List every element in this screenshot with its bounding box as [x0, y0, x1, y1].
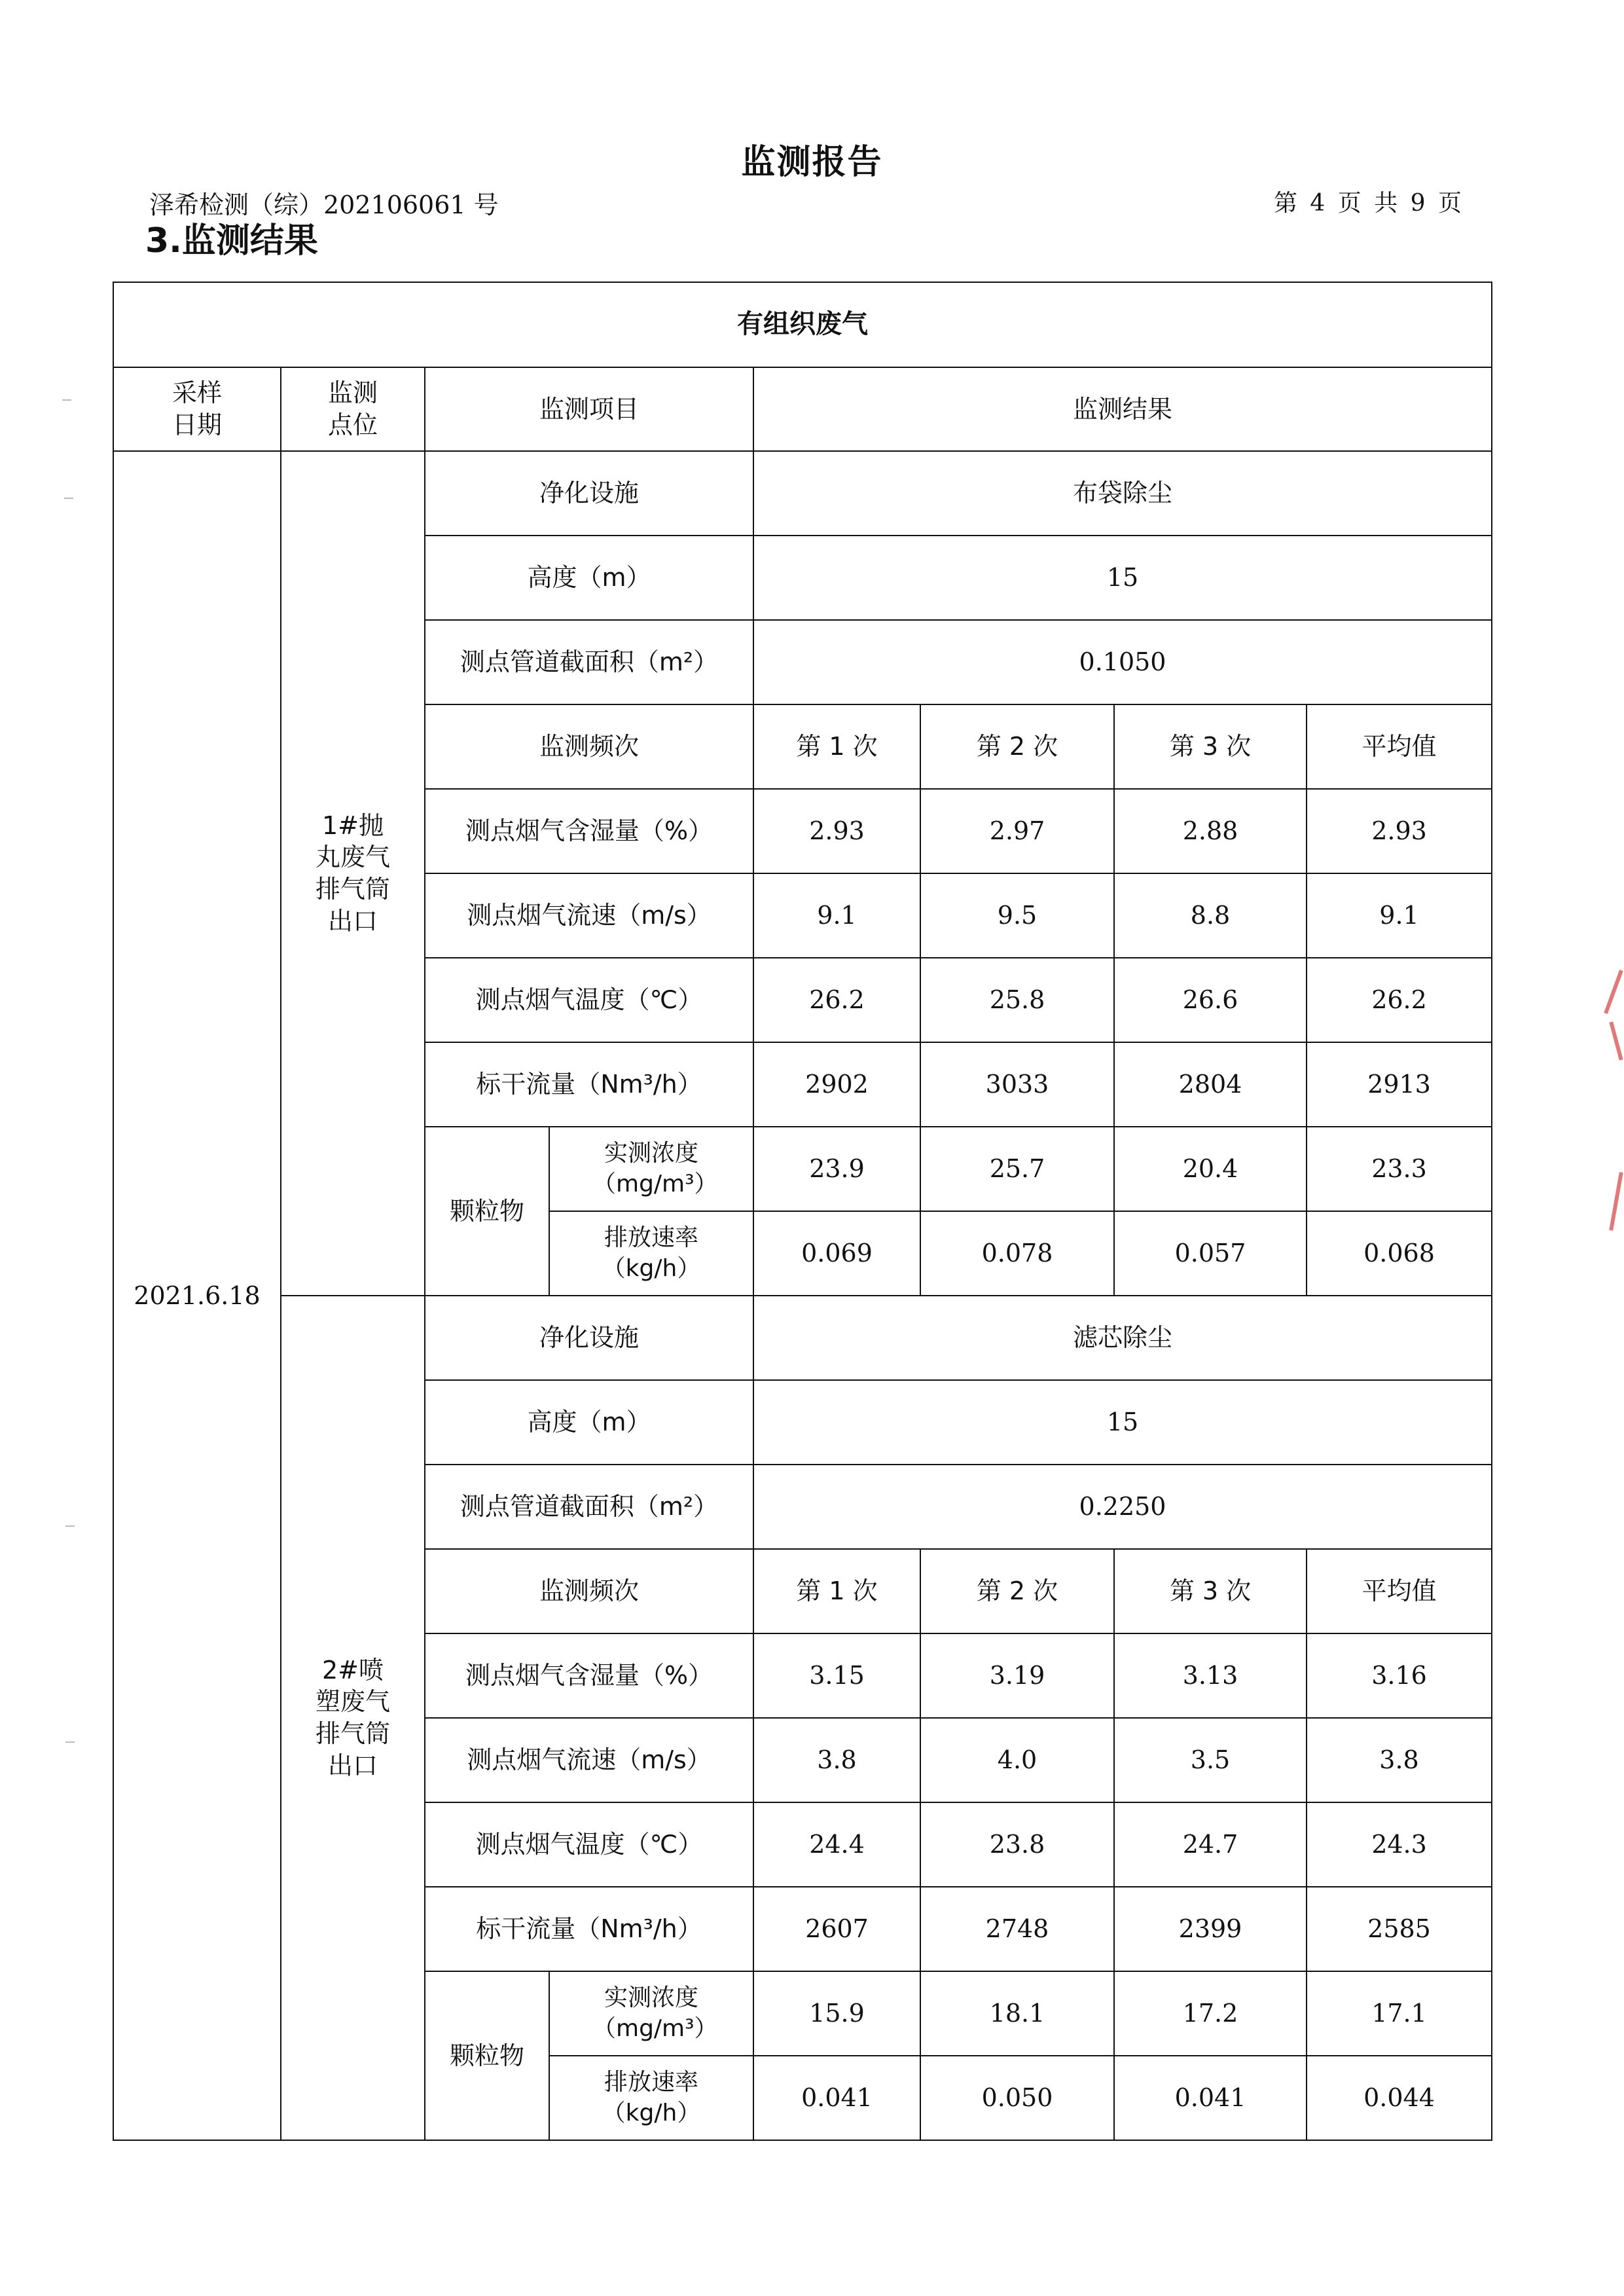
freq-header: 第 3 次 — [1114, 704, 1307, 789]
data-cell: 2607 — [753, 1887, 920, 1971]
data-cell: 3.5 — [1114, 1718, 1307, 1802]
data-cell: 3.8 — [1307, 1718, 1492, 1802]
value-height: 15 — [753, 1380, 1492, 1465]
data-cell: 2.97 — [920, 789, 1114, 873]
data-cell: 23.9 — [753, 1127, 920, 1211]
label-temp: 测点烟气温度（℃） — [425, 958, 753, 1042]
label-velocity: 测点烟气流速（m/s） — [425, 873, 753, 958]
monitoring-table — [113, 282, 1492, 2141]
label-conc: 实测浓度（mg/m³） — [549, 1127, 753, 1211]
header-date: 采样日期 — [113, 367, 281, 451]
freq-header: 平均值 — [1307, 1549, 1492, 1633]
document-title: 监测报告 — [741, 143, 883, 182]
data-cell: 0.044 — [1307, 2056, 1492, 2140]
header-location: 监测点位 — [281, 367, 425, 451]
label-rate: 排放速率（kg/h） — [549, 2056, 753, 2140]
label-area: 测点管道截面积（m²） — [425, 620, 753, 704]
data-cell: 0.068 — [1307, 1211, 1492, 1296]
label-particulate: 颗粒物 — [425, 1971, 549, 2140]
data-cell: 2.93 — [753, 789, 920, 873]
table-band-title: 有组织废气 — [113, 282, 1492, 367]
label-temp: 测点烟气温度（℃） — [425, 1802, 753, 1887]
label-area: 测点管道截面积（m²） — [425, 1465, 753, 1549]
data-cell: 0.057 — [1114, 1211, 1307, 1296]
label-facility: 净化设施 — [425, 1296, 753, 1380]
data-cell: 2.93 — [1307, 789, 1492, 873]
label-flow: 标干流量（Nm³/h） — [425, 1887, 753, 1971]
sampling-date: 2021.6.18 — [113, 451, 281, 2140]
data-cell: 15.9 — [753, 1971, 920, 2056]
data-cell: 20.4 — [1114, 1127, 1307, 1211]
data-cell: 17.2 — [1114, 1971, 1307, 2056]
label-particulate: 颗粒物 — [425, 1127, 549, 1296]
data-cell: 26.2 — [1307, 958, 1492, 1042]
data-cell: 3.15 — [753, 1633, 920, 1718]
data-cell: 3.13 — [1114, 1633, 1307, 1718]
data-cell: 17.1 — [1307, 1971, 1492, 2056]
label-freq: 监测频次 — [425, 1549, 753, 1633]
point-name: 2#喷塑废气排气筒出口 — [281, 1296, 425, 2140]
data-cell: 2399 — [1114, 1887, 1307, 1971]
data-cell: 26.6 — [1114, 958, 1307, 1042]
value-area: 0.2250 — [753, 1465, 1492, 1549]
label-humidity: 测点烟气含湿量（%） — [425, 789, 753, 873]
label-height: 高度（m） — [425, 1380, 753, 1465]
label-facility: 净化设施 — [425, 451, 753, 536]
data-cell: 3.19 — [920, 1633, 1114, 1718]
freq-header: 第 1 次 — [753, 1549, 920, 1633]
data-cell: 3.16 — [1307, 1633, 1492, 1718]
page-info: 第 4 页 共 9 页 — [1273, 190, 1464, 217]
data-cell: 2748 — [920, 1887, 1114, 1971]
scan-mark — [62, 399, 71, 401]
label-rate: 排放速率（kg/h） — [549, 1211, 753, 1296]
data-cell: 2585 — [1307, 1887, 1492, 1971]
data-cell: 0.069 — [753, 1211, 920, 1296]
data-cell: 0.078 — [920, 1211, 1114, 1296]
data-cell: 0.050 — [920, 2056, 1114, 2140]
data-cell: 2913 — [1307, 1042, 1492, 1127]
data-cell: 23.8 — [920, 1802, 1114, 1887]
label-height: 高度（m） — [425, 536, 753, 620]
data-cell: 24.3 — [1307, 1802, 1492, 1887]
data-cell: 3033 — [920, 1042, 1114, 1127]
freq-header: 平均值 — [1307, 704, 1492, 789]
data-cell: 9.1 — [753, 873, 920, 958]
value-height: 15 — [753, 536, 1492, 620]
data-cell: 3.8 — [753, 1718, 920, 1802]
data-cell: 18.1 — [920, 1971, 1114, 2056]
red-stamp-edge — [1609, 1021, 1623, 1061]
data-cell: 4.0 — [920, 1718, 1114, 1802]
red-stamp-edge — [1609, 1172, 1623, 1231]
label-freq: 监测频次 — [425, 704, 753, 789]
value-facility: 布袋除尘 — [753, 451, 1492, 536]
data-cell: 2.88 — [1114, 789, 1307, 873]
value-facility: 滤芯除尘 — [753, 1296, 1492, 1380]
section-heading: 3.监测结果 — [145, 221, 318, 261]
data-cell: 2804 — [1114, 1042, 1307, 1127]
data-cell: 25.7 — [920, 1127, 1114, 1211]
data-cell: 2902 — [753, 1042, 920, 1127]
label-velocity: 测点烟气流速（m/s） — [425, 1718, 753, 1802]
data-cell: 25.8 — [920, 958, 1114, 1042]
freq-header: 第 2 次 — [920, 704, 1114, 789]
freq-header: 第 1 次 — [753, 704, 920, 789]
scan-mark — [65, 1741, 75, 1743]
freq-header: 第 2 次 — [920, 1549, 1114, 1633]
freq-header: 第 3 次 — [1114, 1549, 1307, 1633]
label-humidity: 测点烟气含湿量（%） — [425, 1633, 753, 1718]
label-conc: 实测浓度（mg/m³） — [549, 1971, 753, 2056]
data-cell: 0.041 — [753, 2056, 920, 2140]
data-cell: 9.1 — [1307, 873, 1492, 958]
value-area: 0.1050 — [753, 620, 1492, 704]
scan-mark — [65, 1525, 75, 1527]
red-stamp-edge — [1604, 970, 1623, 1014]
data-cell: 26.2 — [753, 958, 920, 1042]
data-cell: 8.8 — [1114, 873, 1307, 958]
data-cell: 9.5 — [920, 873, 1114, 958]
header-item: 监测项目 — [425, 367, 753, 451]
label-flow: 标干流量（Nm³/h） — [425, 1042, 753, 1127]
data-cell: 24.4 — [753, 1802, 920, 1887]
scan-mark — [64, 498, 73, 499]
report-number: 泽希检测（综）202106061 号 — [149, 191, 499, 219]
point-name: 1#抛丸废气排气筒出口 — [281, 451, 425, 1296]
data-cell: 23.3 — [1307, 1127, 1492, 1211]
header-result: 监测结果 — [753, 367, 1492, 451]
data-cell: 24.7 — [1114, 1802, 1307, 1887]
data-cell: 0.041 — [1114, 2056, 1307, 2140]
